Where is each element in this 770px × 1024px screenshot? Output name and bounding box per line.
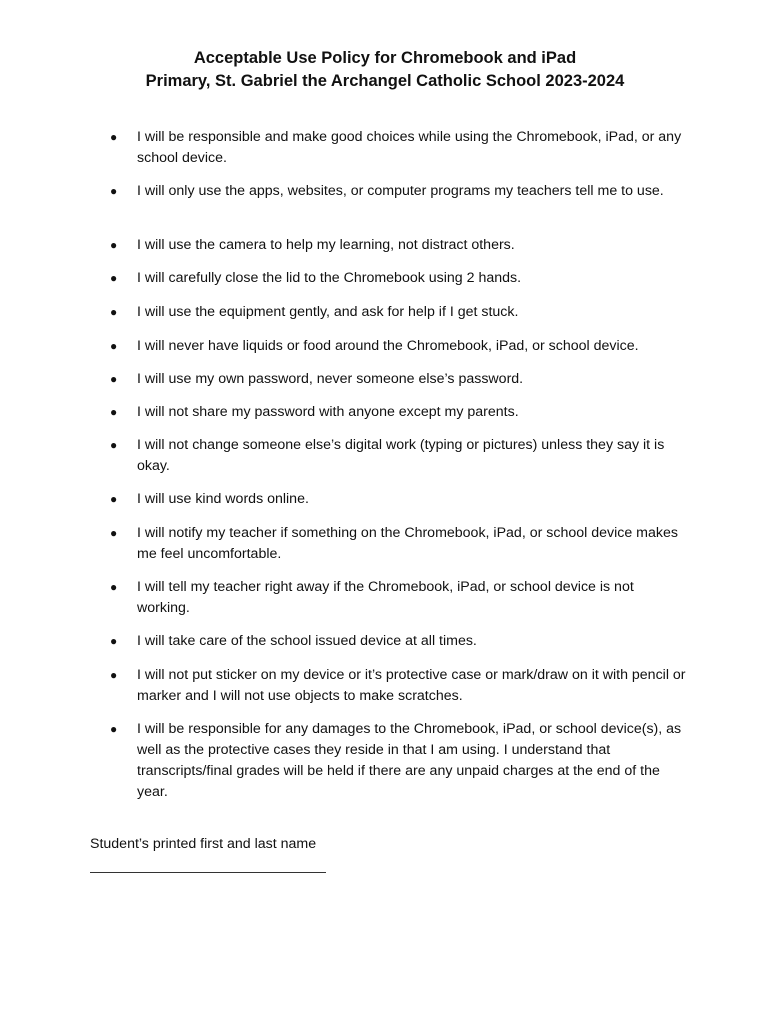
policy-item xyxy=(110,127,690,169)
policy-item-text: I will use my own password, never someone else’s password. xyxy=(137,371,524,387)
policy-item xyxy=(110,336,690,357)
bullet-icon: ● xyxy=(110,271,118,285)
policy-item-text: I will only use the apps, websites, or computer programs my teachers tell me to use. xyxy=(137,183,664,199)
policy-item xyxy=(110,181,690,202)
policy-item-text: I will never have liquids or food around the Chromebook, iPad, or school device. xyxy=(137,338,639,354)
bullet-icon: ● xyxy=(110,372,118,386)
policy-item xyxy=(110,235,690,256)
policy-item-text: I will notify my teacher if something on the Chromebook, iPad, or school device makes me feel uncomfortable. xyxy=(137,525,678,562)
bullet-icon: ● xyxy=(110,238,118,252)
bullet-icon: ● xyxy=(110,492,118,506)
signature-line xyxy=(90,872,326,873)
policy-item xyxy=(110,665,690,707)
bullet-icon: ● xyxy=(110,668,118,682)
policy-item-text: I will use the camera to help my learning, not distract others. xyxy=(137,237,515,253)
bullet-icon: ● xyxy=(110,438,118,452)
policy-item-text: I will carefully close the lid to the Chromebook using 2 hands. xyxy=(137,270,522,286)
bullet-icon: ● xyxy=(110,339,118,353)
policy-item xyxy=(110,435,690,477)
policy-item xyxy=(110,577,690,619)
policy-item xyxy=(110,302,690,323)
bullet-icon: ● xyxy=(110,634,118,648)
document-title: Acceptable Use Policy for Chromebook and iPad xyxy=(193,49,577,67)
document-subtitle: Primary, St. Gabriel the Archangel Catholic School 2023-2024 xyxy=(145,72,625,90)
policy-item xyxy=(110,369,690,390)
policy-item-text: I will not put sticker on my device or it’s protective case or mark/draw on it with pencil or marker and I will not use objects to make scratches. xyxy=(137,667,686,704)
policy-item xyxy=(110,489,690,510)
policy-item xyxy=(110,402,690,423)
policy-item-text: I will not share my password with anyone except my parents. xyxy=(137,404,519,420)
bullet-icon: ● xyxy=(110,580,118,594)
bullet-icon: ● xyxy=(110,130,118,144)
policy-item-text: I will use the equipment gently, and ask for help if I get stuck. xyxy=(137,304,519,320)
bullet-icon: ● xyxy=(110,405,118,419)
policy-item-text: I will take care of the school issued device at all times. xyxy=(137,633,477,649)
policy-item-text: I will be responsible and make good choices while using the Chromebook, iPad, or any school device. xyxy=(137,129,682,166)
policy-item-text: I will tell my teacher right away if the Chromebook, iPad, or school device is not working. xyxy=(137,579,634,616)
policy-item-text: I will use kind words online. xyxy=(137,491,309,507)
policy-item xyxy=(110,268,690,289)
bullet-icon: ● xyxy=(110,526,118,540)
signature-label: Student’s printed first and last name xyxy=(90,836,317,852)
policy-item xyxy=(110,719,690,803)
bullet-icon: ● xyxy=(110,184,118,198)
policy-item xyxy=(110,523,690,565)
policy-item-text: I will not change someone else’s digital work (typing or pictures) unless they say it is okay. xyxy=(137,437,665,474)
policy-item xyxy=(110,631,690,652)
bullet-icon: ● xyxy=(110,722,118,736)
bullet-icon: ● xyxy=(110,305,118,319)
policy-item-text: I will be responsible for any damages to the Chromebook, iPad, or school device(s), as well as the protective cases they reside in that I am using. I understand that transcripts/final grades will be held if there are any unpaid charges at the end of the year. xyxy=(137,721,682,800)
